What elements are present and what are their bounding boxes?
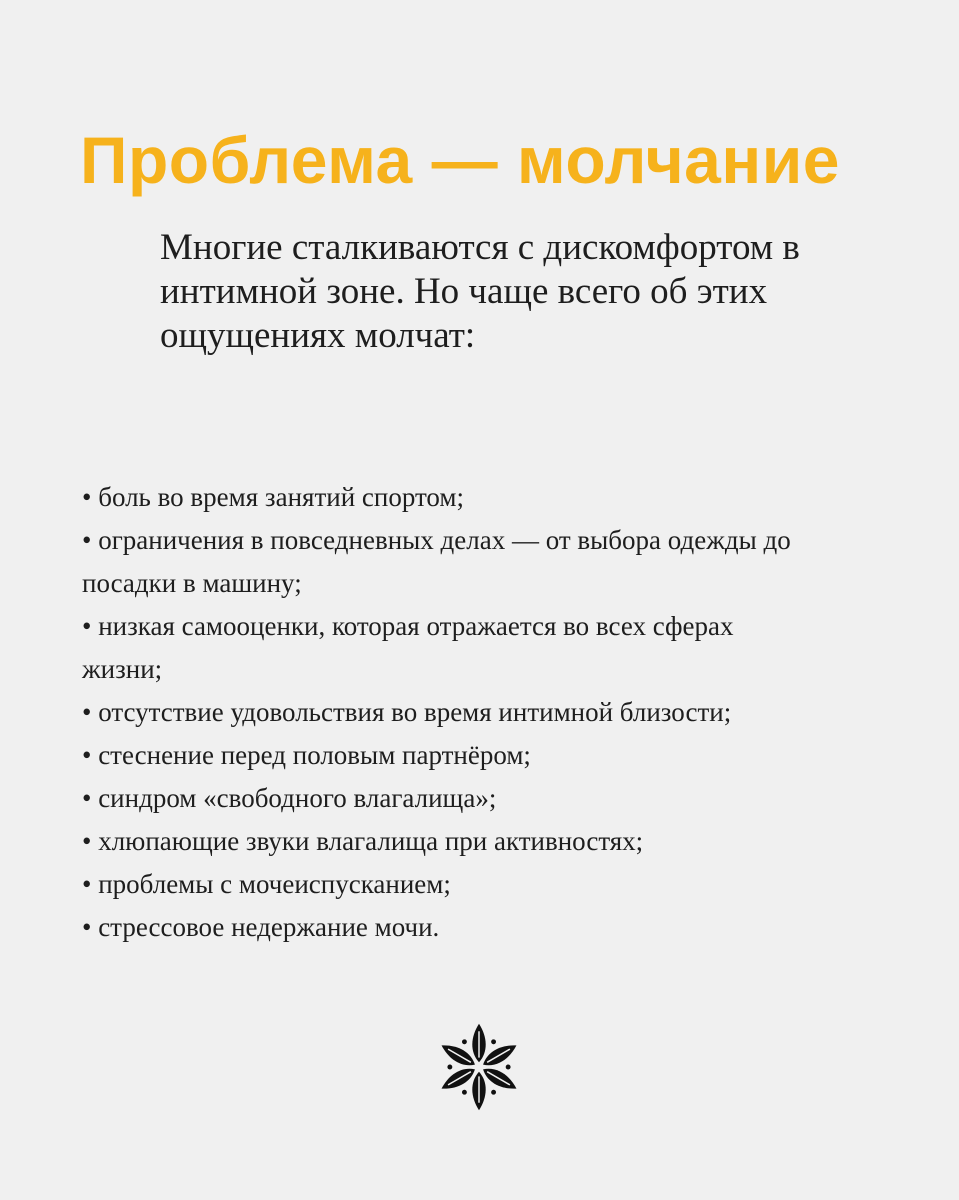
- flower-icon: [432, 1020, 526, 1114]
- list-item: • синдром «свободного влагалища»;: [82, 777, 802, 820]
- list-item: • стрессовое недержание мочи.: [82, 906, 802, 949]
- intro-paragraph: Многие сталкиваются с дискомфортом в интимной зоне. Но чаще всего об этих ощущениях молчат:: [160, 227, 800, 356]
- page-title: Проблема — молчание: [80, 123, 840, 197]
- list-item: • ограничения в повседневных делах — от выбора одежды до посадки в машину;: [82, 519, 802, 605]
- list-item: • низкая самооценки, которая отражается во всех сферах жизни;: [82, 605, 802, 691]
- list-item: • стеснение перед половым партнёром;: [82, 734, 802, 777]
- list-item: • хлюпающие звуки влагалища при активностях;: [82, 820, 802, 863]
- symptom-list: [82, 476, 802, 949]
- list-item: • отсутствие удовольствия во время интимной близости;: [82, 691, 802, 734]
- list-item: • боль во время занятий спортом;: [82, 476, 802, 519]
- list-item: • проблемы с мочеиспусканием;: [82, 863, 802, 906]
